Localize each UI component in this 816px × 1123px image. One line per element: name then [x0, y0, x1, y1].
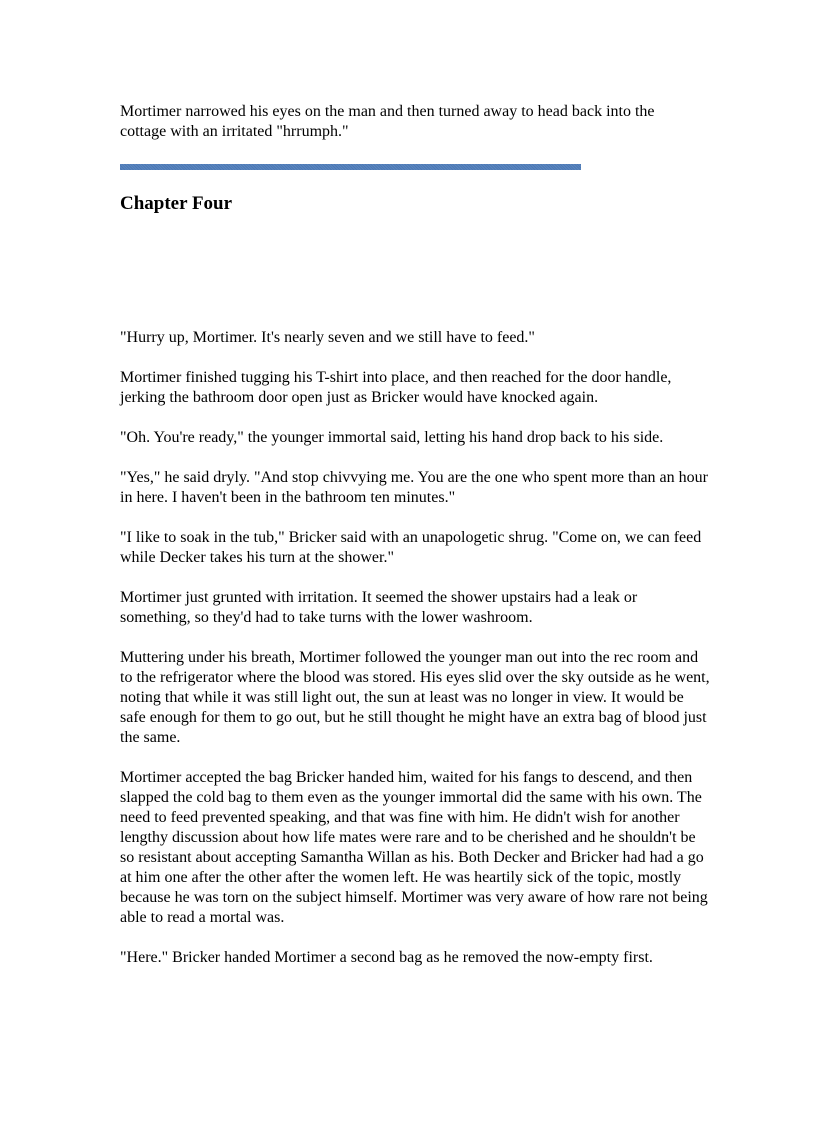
paragraph: Mortimer finished tugging his T-shirt into place, and then reached for the door handle, jerking the bathroom door open just as Bricker would have knocked again.	[120, 369, 672, 406]
paragraph: "Here." Bricker handed Mortimer a second bag as he removed the now-empty first.	[120, 949, 653, 966]
paragraph: Mortimer just grunted with irritation. It seemed the shower upstairs had a leak or something, so they'd had to take turns with the lower washroom.	[120, 589, 638, 626]
chapter-title: Chapter Four	[120, 193, 233, 214]
intro-paragraph: Mortimer narrowed his eyes on the man and then turned away to head back into the cottage with an irritated "hrrumph."	[120, 103, 655, 140]
paragraph: Muttering under his breath, Mortimer followed the younger man out into the rec room and to the refrigerator where the blood was stored. His eyes slid over the sky outside as he went, noting that while it was still light out, the sun at least was no longer in view. It would be safe enough for them to go out, but he still thought he might have an extra bag of blood just the same.	[120, 649, 710, 746]
paragraph: "Hurry up, Mortimer. It's nearly seven and we still have to feed."	[120, 329, 535, 346]
paragraph: "Oh. You're ready," the younger immortal said, letting his hand drop back to his side.	[120, 429, 664, 446]
paragraph: "I like to soak in the tub," Bricker said with an unapologetic shrug. "Come on, we can feed while Decker takes his turn at the shower."	[120, 529, 702, 566]
chapter-body	[120, 328, 710, 968]
paragraph: "Yes," he said dryly. "And stop chivvying me. You are the one who spent more than an hour in here. I haven't been in the bathroom ten minutes."	[120, 469, 708, 506]
paragraph: Mortimer accepted the bag Bricker handed him, waited for his fangs to descend, and then slapped the cold bag to them even as the younger immortal did the same with his own. The need to feed prevented speaking, and that was fine with him. He didn't wish for another lengthy discussion about how life mates were rare and to be cherished and he shouldn't be so resistant about accepting Samantha Willan as his. Both Decker and Bricker had had a go at him one after the other after the women left. He was heartily sick of the topic, mostly because he was torn on the subject himself. Mortimer was very aware of how rare not being able to read a mortal was.	[120, 769, 708, 926]
section-divider	[120, 164, 581, 170]
document-page	[120, 102, 710, 988]
